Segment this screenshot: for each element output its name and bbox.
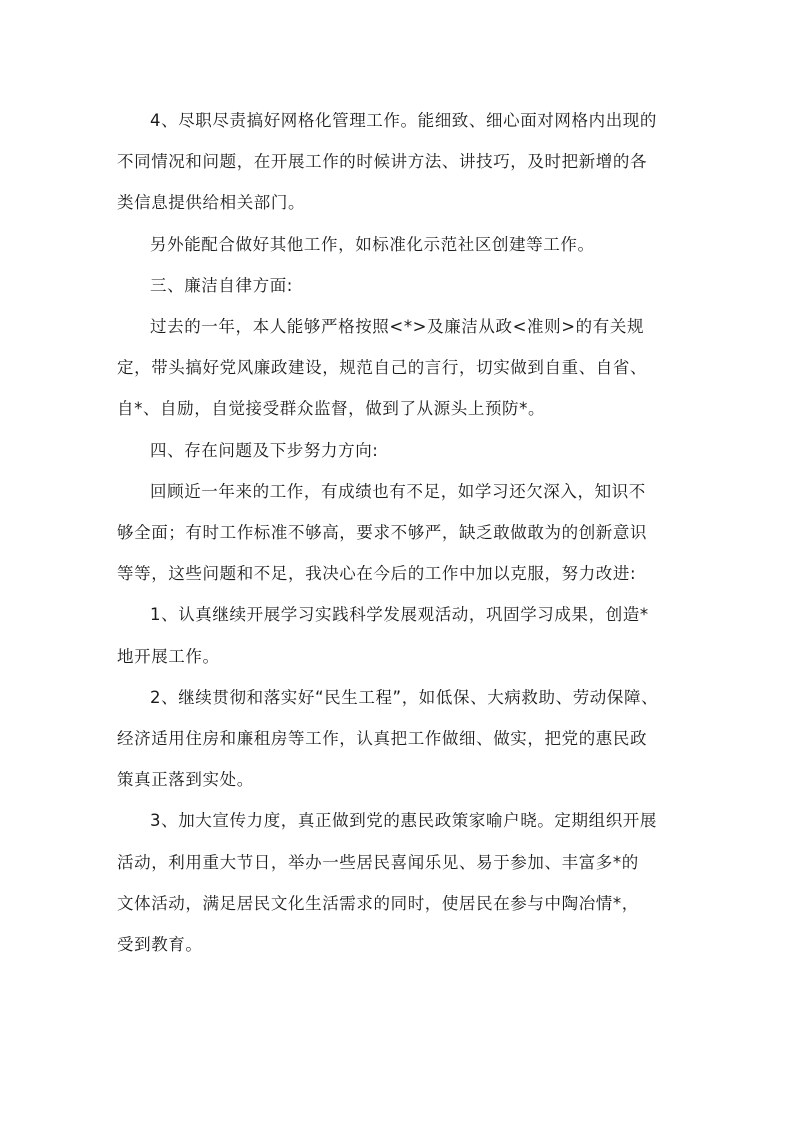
text-line: 够全面；有时工作标准不够高，要求不够严，缺乏敢做敢为的创新意识 bbox=[117, 523, 648, 543]
text-line: 地开展工作。 bbox=[117, 646, 220, 666]
section-heading-problems bbox=[117, 430, 677, 471]
document-body bbox=[117, 100, 677, 965]
text-line: 1、认真继续开展学习实践科学发展观活动，巩固学习成果，创造* bbox=[150, 605, 649, 625]
paragraph-item-3 bbox=[117, 800, 677, 965]
text-line: 文体活动，满足居民文化生活需求的同时，使居民在参与中陶冶情*， bbox=[117, 893, 639, 913]
paragraph-grid-management bbox=[117, 100, 677, 224]
text-line: 活动，利用重大节日，举办一些居民喜闻乐见、易于参加、丰富多*的 bbox=[117, 852, 639, 872]
section-heading-integrity bbox=[117, 265, 677, 306]
text-line: 定，带头搞好党风廉政建设，规范自己的言行，切实做到自重、自省、 bbox=[117, 358, 648, 378]
text-line: 类信息提供给相关部门。 bbox=[117, 193, 306, 213]
text-line: 另外能配合做好其他工作，如标准化示范社区创建等工作。 bbox=[150, 234, 595, 254]
paragraph-item-2 bbox=[117, 677, 677, 801]
paragraph-review bbox=[117, 471, 677, 595]
text-line: 3、加大宣传力度，真正做到党的惠民政策家喻户晓。定期组织开展 bbox=[150, 811, 657, 831]
text-line: 等等，这些问题和不足，我决心在今后的工作中加以克服，努力改进: bbox=[117, 564, 637, 584]
text-line: 经济适用住房和廉租房等工作，认真把工作做细、做实，把党的惠民政 bbox=[117, 729, 648, 749]
text-line: 回顾近一年来的工作，有成绩也有不足，如学习还欠深入，知识不 bbox=[150, 481, 646, 501]
paragraph-integrity bbox=[117, 306, 677, 430]
text-line: 过去的一年，本人能够严格按照<*>及廉洁从政<准则>的有关规 bbox=[150, 317, 645, 337]
text-line: 不同情况和问题，在开展工作的时候讲方法、讲技巧，及时把新增的各 bbox=[117, 152, 648, 172]
text-line: 自*、自励，自觉接受群众监督，做到了从源头上预防*。 bbox=[117, 399, 546, 419]
paragraph-item-1 bbox=[117, 594, 677, 676]
paragraph-other-work bbox=[117, 224, 677, 265]
text-line: 策真正落到实处。 bbox=[117, 770, 254, 790]
text-line: 4、尽职尽责搞好网格化管理工作。能细致、细心面对网格内出现的 bbox=[150, 111, 657, 130]
text-line: 受到教育。 bbox=[117, 935, 203, 955]
section-heading: 三、廉洁自律方面: bbox=[150, 275, 293, 295]
section-heading: 四、存在问题及下步努力方向: bbox=[150, 440, 379, 460]
text-line: 2、继续贯彻和落实好“民生工程”，如低保、大病救助、劳动保障、 bbox=[150, 687, 659, 707]
